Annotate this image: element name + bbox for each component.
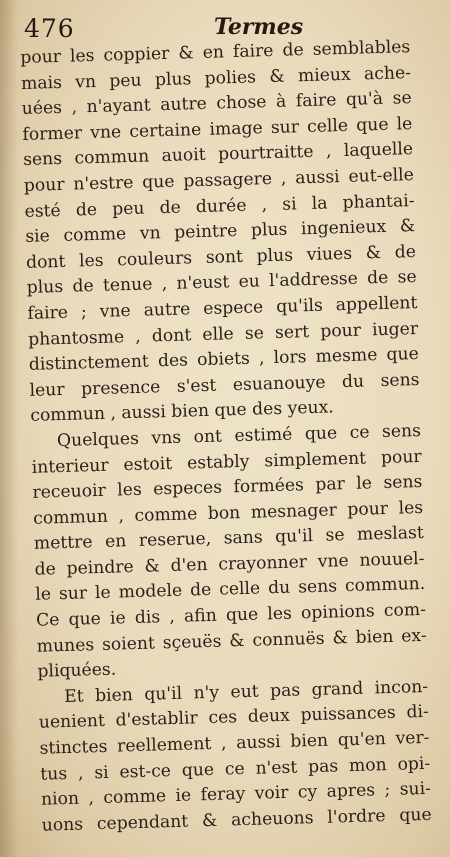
text-line: nion , comme ie feray voir cy apres ; sui- <box>40 779 432 810</box>
text-line: leur presence s'est esuanouye du sens <box>29 369 420 401</box>
text-line: interieur estoit estably simplement pour <box>31 446 422 478</box>
text-line: uons cependant & acheuons l'ordre que <box>41 804 432 836</box>
running-title: Termes <box>214 14 304 40</box>
text-line: sie comme vn peintre plus ingenieux & <box>25 216 416 248</box>
text-line: Et bien qu'il n'y eut pas grand incon- <box>63 676 429 707</box>
text-line: esté de peu de durée , si la phantai- <box>24 190 415 222</box>
text-line: commun , aussi bien que des yeux. <box>30 397 335 427</box>
text-line: receuoir les especes formées par le sens <box>32 472 423 503</box>
text-line: mais vn peu plus polies & mieux ache- <box>20 62 412 94</box>
text-line: commun , comme bon mesnager pour les <box>32 497 424 529</box>
text-line: pliquées. <box>37 659 117 683</box>
text-line: tus , si est-ce que ce n'est pas mon opi- <box>40 753 431 785</box>
text-line: de peindre & d'en crayonner vne nouuel- <box>34 548 425 580</box>
text-line: former vne certaine image sur celle que le <box>22 113 413 145</box>
text-line: uenient d'establir ces deux puissances di- <box>38 702 430 734</box>
text-line: stinctes reellement , aussi bien qu'en ver- <box>39 727 430 759</box>
body-text <box>20 35 432 839</box>
text-line: mettre en reserue, sans qu'il se meslast <box>33 523 425 555</box>
text-line: le sur le modele de celle du sens commun. <box>35 574 426 606</box>
text-line: plus de tenue , n'eust eu l'addresse de se <box>26 267 417 299</box>
page-number: 476 <box>24 14 75 43</box>
text-line: pour les coppier & en faire de semblables <box>20 37 411 68</box>
text-line: phantosme , dont elle se sert pour iuger <box>27 318 419 350</box>
text-line: dont les couleurs sont plus viues & de <box>25 241 417 273</box>
text-line: uées , n'ayant autre chose à faire qu'à se <box>21 88 412 120</box>
text-line: pour n'estre que passagere , aussi eut-elle <box>23 165 415 196</box>
text-line: distinctement des obiets , lors mesme que <box>28 344 420 375</box>
text-line: Ce que ie dis , afin que les opinions com- <box>35 599 427 631</box>
text-line: faire ; vne autre espece qu'ils appellent <box>27 292 418 324</box>
text-line: munes soient sçeuës & connuës & bien ex- <box>36 625 427 657</box>
text-line: sens commun auoit pourtraitte , laquelle <box>22 139 414 171</box>
text-line: Quelques vns ont estimé que ce sens <box>56 420 422 452</box>
